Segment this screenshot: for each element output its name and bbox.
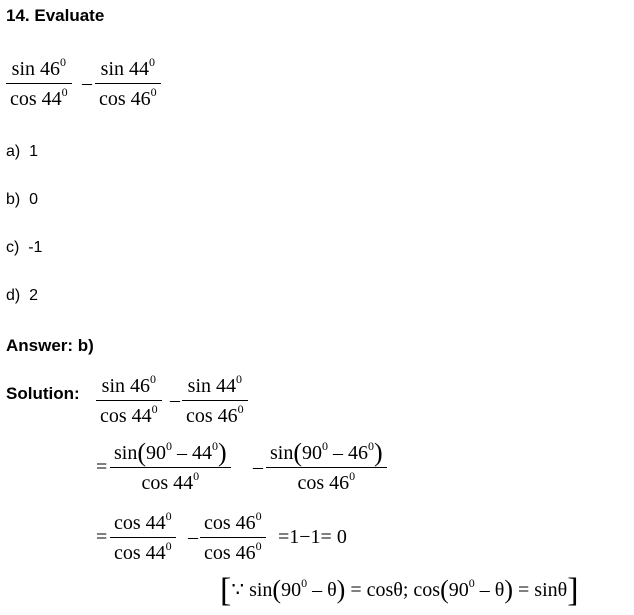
- fraction-numerator: sin 44: [100, 58, 149, 80]
- option-c: [6, 239, 42, 257]
- fraction-denominator: cos 44: [10, 88, 62, 110]
- option-value: 2: [29, 287, 39, 304]
- equals-sign: =: [96, 526, 108, 548]
- fraction-denominator: cos 46: [99, 88, 151, 110]
- solution-label: Solution:: [6, 384, 80, 403]
- option-label: d): [6, 287, 21, 304]
- question-title: 14. Evaluate: [6, 6, 105, 25]
- option-value: -1: [28, 239, 43, 256]
- minus-sign: –: [170, 389, 180, 411]
- question-fraction-1: $\sin 46^0$ $\cos 44^0$: [6, 56, 72, 112]
- solution-line1-fraction-1: $\sin 46^0$ $\cos 44^0$: [96, 373, 162, 429]
- solution-line3-fraction-2: $\cos 46^0$ $\cos 46^0$: [200, 510, 266, 566]
- minus-sign: –: [188, 526, 198, 548]
- option-value: 1: [29, 143, 39, 160]
- option-label: a): [6, 143, 21, 160]
- because-symbol: ∵: [231, 579, 245, 601]
- answer-text: Answer: b): [6, 336, 94, 355]
- identity-note: [∵ $\sin(90^0 - \theta) = \cos\theta$; $\cos(90^0 - \theta) = \sin\theta$]: [220, 572, 579, 609]
- option-label: b): [6, 191, 21, 208]
- equals-sign: =: [96, 456, 108, 478]
- question-fraction-2: $\sin 44^0$ $\cos 46^0$: [95, 56, 161, 112]
- option-label: c): [6, 239, 20, 256]
- solution-line1-fraction-2: $\sin 44^0$ $\cos 46^0$: [182, 373, 248, 429]
- solution-line2-fraction-2: $\sin(90^0 - 46^0)$ $\cos 46^0$: [266, 440, 387, 496]
- option-d: [6, 287, 38, 305]
- minus-sign: –: [253, 456, 263, 478]
- solution-line3-fraction-1: $\cos 44^0$ $\cos 44^0$: [110, 510, 176, 566]
- option-a: [6, 143, 38, 161]
- minus-sign: –: [82, 72, 92, 94]
- option-b: [6, 191, 38, 209]
- solution-line2-fraction-1: $\sin(90^0 - 44^0)$ $\cos 44^0$: [110, 440, 231, 496]
- fraction-numerator: sin 46: [11, 58, 60, 80]
- result-text: =1−1= 0: [278, 526, 347, 548]
- option-value: 0: [29, 191, 39, 208]
